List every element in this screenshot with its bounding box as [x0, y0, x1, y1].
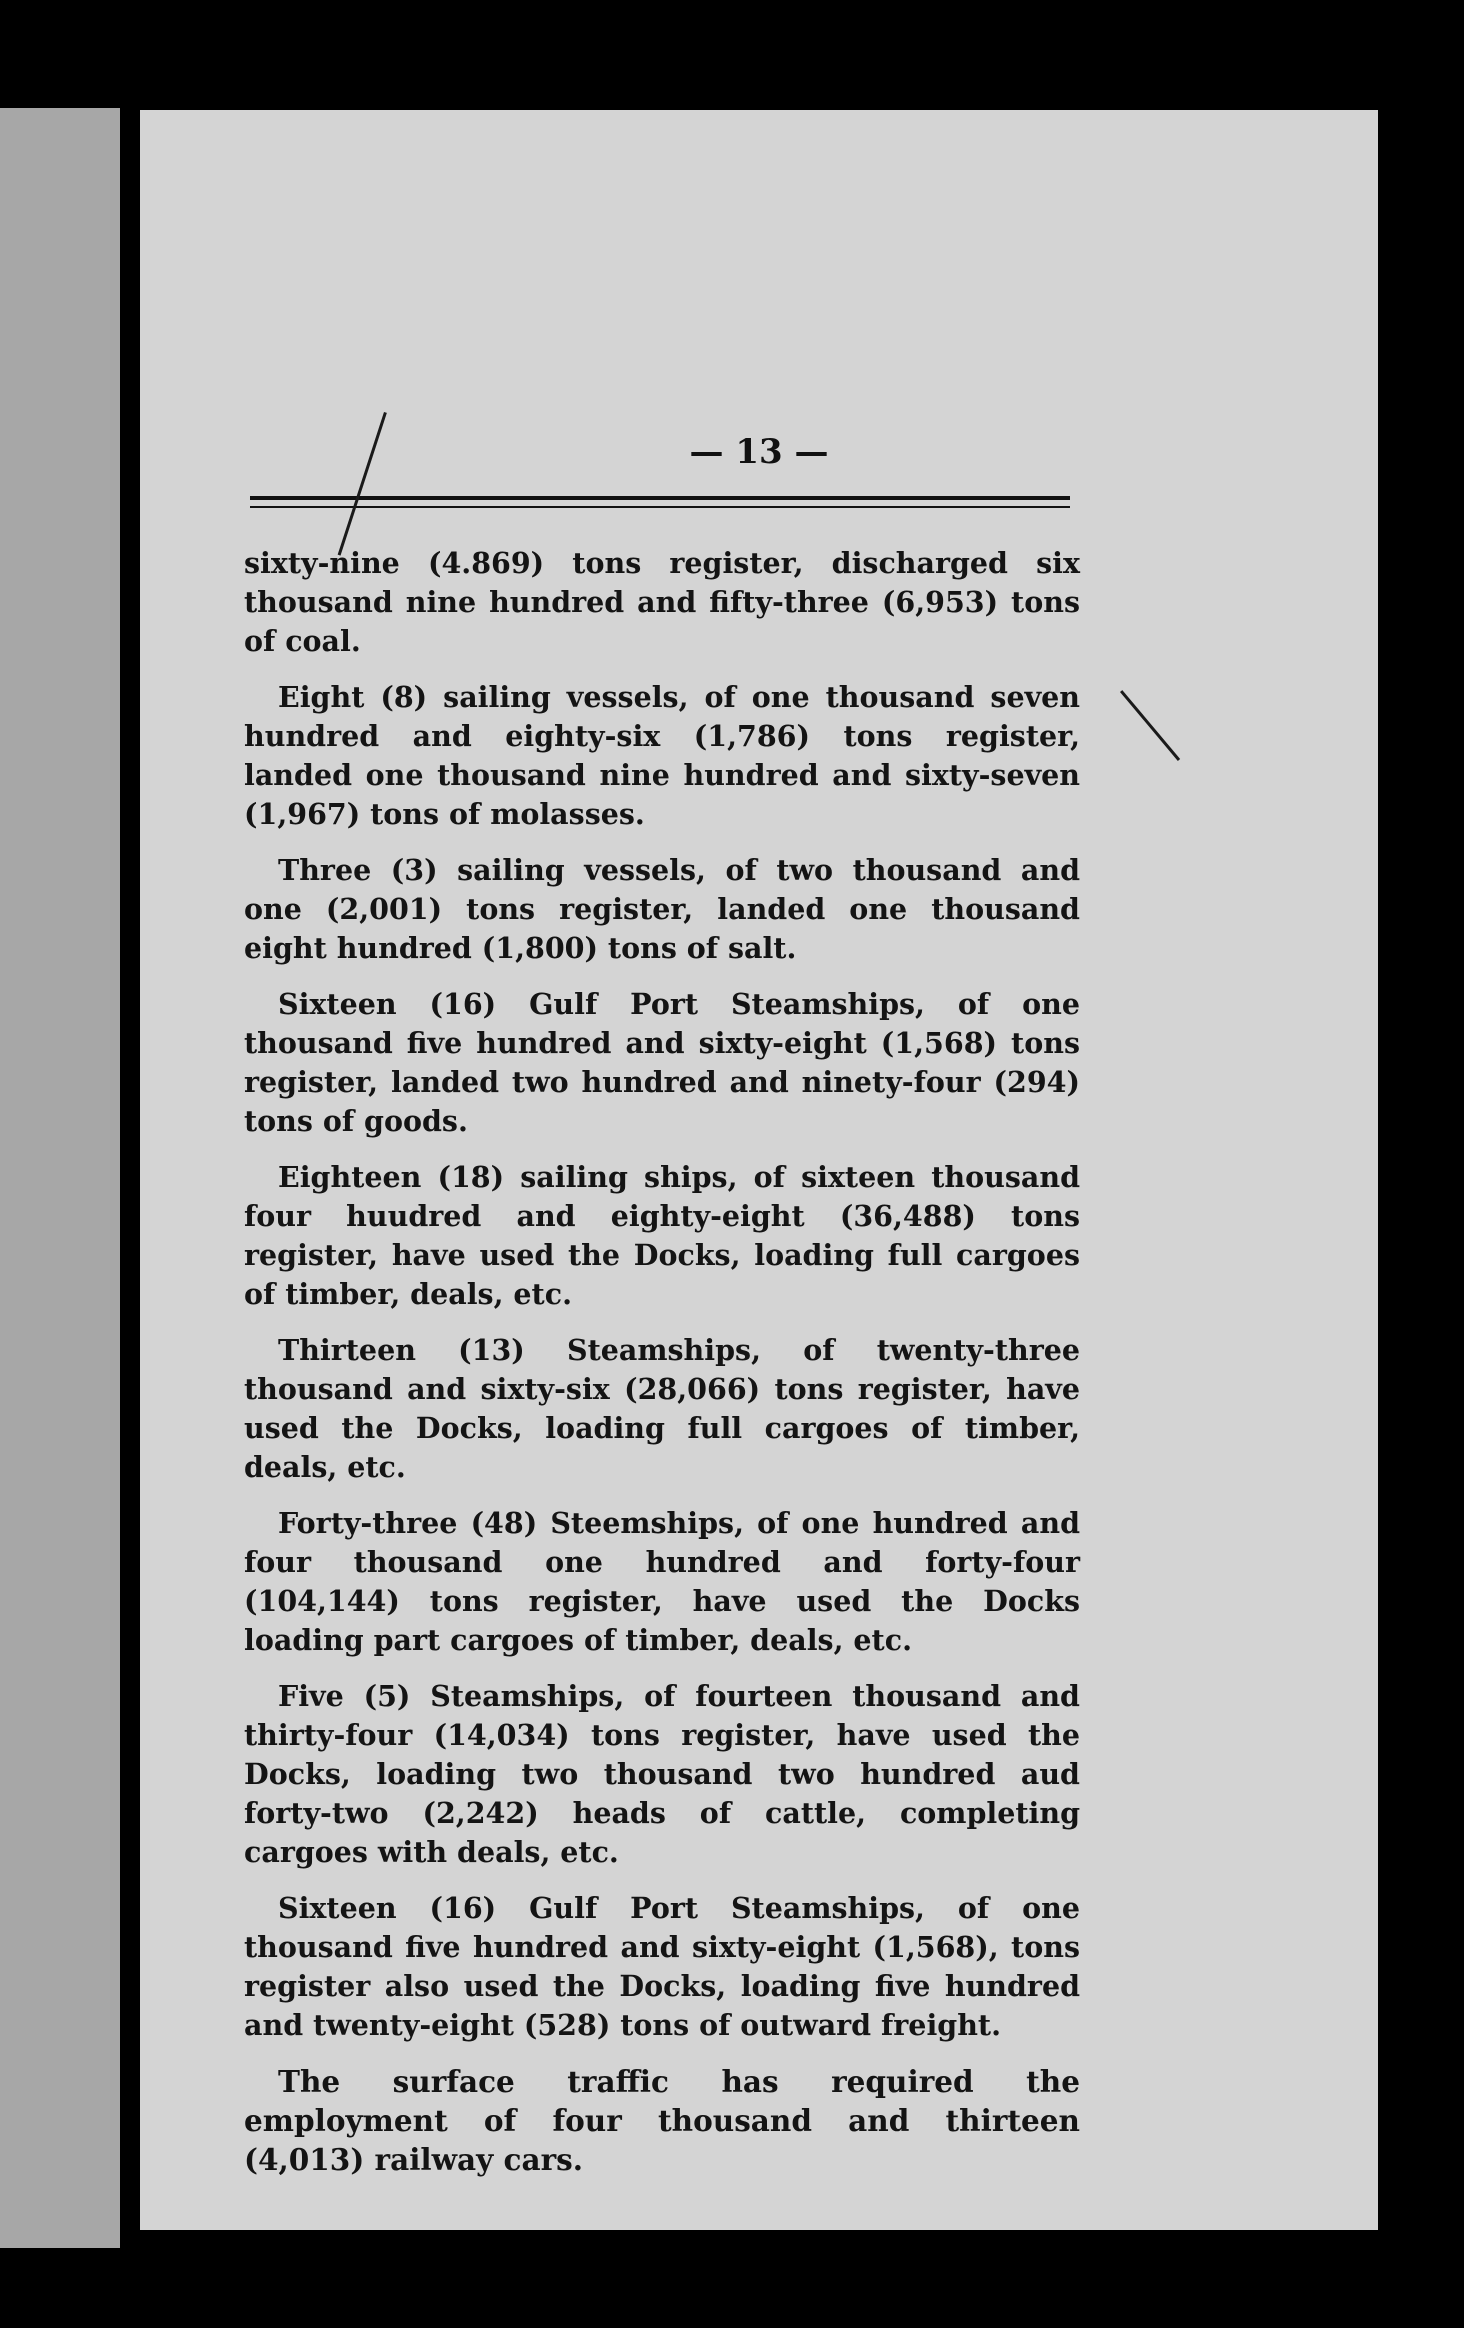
paragraph: Eighteen (18) sailing ships, of sixteen thousand four huudred and eighty-eight (36,488) tons register, have used the Docks, loading full cargoes of timber, deals, etc.: [244, 1160, 1080, 1311]
paragraph: Sixteen (16) Gulf Port Steamships, of one thousand five hundred and sixty-eight (1,568) tons register, landed two hundred and ninety-four (294) tons of goods.: [244, 987, 1080, 1138]
adjacent-page-edge: [0, 108, 120, 2248]
header-rule: [250, 496, 1070, 500]
page-number: — 13 —: [689, 432, 829, 472]
paragraph: Forty-three (48) Steemships, of one hundred and four thousand one hundred and forty-four (104,144) tons register, have used the Docks loading part cargoes of timber, deals, etc.: [244, 1506, 1080, 1657]
paragraph: The surface traffic has required the employment of four thousand and thirteen (4,013) railway cars.: [244, 2064, 1080, 2177]
paragraph: Eight (8) sailing vessels, of one thousand seven hundred and eighty-six (1,786) tons register, landed one thousand nine hundred and sixty-seven (1,967) tons of molasses.: [244, 680, 1080, 831]
pencil-stroke: [1120, 690, 1180, 761]
paragraph: Thirteen (13) Steamships, of twenty-three thousand and sixty-six (28,066) tons register, have used the Docks, loading full cargoes of timber, deals, etc.: [244, 1333, 1080, 1484]
body-text: [244, 544, 1080, 2196]
paragraph: sixty-nine (4.869) tons register, discharged six thousand nine hundred and fifty-three (6,953) tons of coal.: [244, 546, 1080, 658]
paragraph: Sixteen (16) Gulf Port Steamships, of one thousand five hundred and sixty-eight (1,568), tons register also used the Docks, loading five hundred and twenty-eight (528) tons of outward freight.: [244, 1891, 1080, 2042]
paragraph: Three (3) sailing vessels, of two thousand and one (2,001) tons register, landed one thousand eight hundred (1,800) tons of salt.: [244, 853, 1080, 965]
header-rule-thin: [250, 506, 1070, 508]
document-page: [140, 110, 1378, 2230]
paragraph: Five (5) Steamships, of fourteen thousand and thirty-four (14,034) tons register, have used the Docks, loading two thousand two hundred aud forty-two (2,242) heads of cattle, completing cargoes with deals, etc.: [244, 1679, 1080, 1869]
